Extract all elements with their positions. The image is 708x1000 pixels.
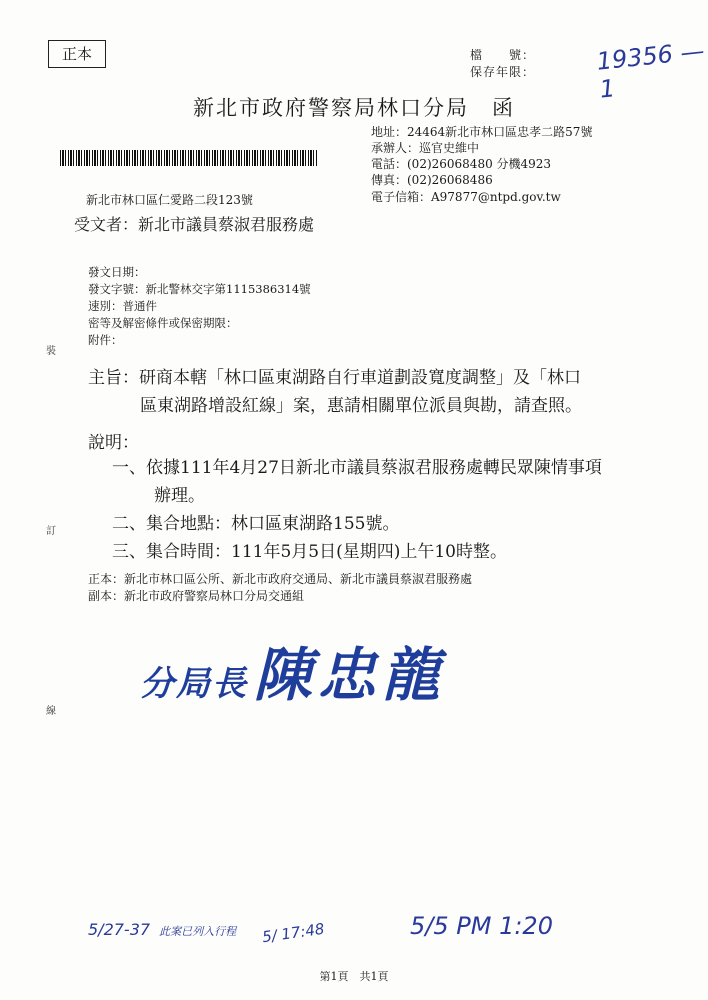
cc-main: 正本：新北市林口區公所、新北市政府交通局、新北市議員蔡淑君服務處 (88, 572, 473, 586)
handwritten-file-number: 19356 —1 (595, 36, 706, 104)
item-1-line-2: 辦理。 (154, 486, 205, 506)
meta-officer: 承辦人：巡官史維中 (371, 141, 480, 155)
retention-label: 保存年限： (470, 65, 536, 79)
description-item-1 (112, 454, 692, 510)
handwritten-note-left-text: 此案已列入行程 (159, 925, 237, 938)
binding-mark-1: 裝 (46, 346, 56, 357)
item-3-line-1: 三、集合時間：111年5月5日(星期四)上午10時整。 (112, 542, 507, 562)
issue-date: 發文日期： (88, 265, 146, 279)
page-number: 第1頁 共1頁 (319, 970, 389, 983)
subject-line-2: 區東湖路增設紅線」案，惠請相關單位派員與勘，請查照。 (140, 396, 582, 416)
signature-stamp (140, 628, 446, 712)
meta-phone: 電話：(02)26068480 分機4923 (371, 157, 552, 171)
handwritten-note-left (88, 920, 236, 939)
recipient: 受文者：新北市議員蔡淑君服務處 (74, 215, 315, 234)
recipient-address: 新北市林口區仁愛路二段123號 (86, 193, 253, 207)
cc-copy: 副本：新北市政府警察局林口分局交通組 (88, 589, 305, 603)
signature-name: 陳忠龍 (253, 641, 446, 709)
signature-title: 分局長 (140, 664, 248, 704)
attachments: 附件： (88, 333, 123, 347)
item-1-line-1: 一、依據111年4月27日新北市議員蔡淑君服務處轉民眾陳情事項 (112, 458, 602, 478)
meta-address: 地址：24464新北市林口區忠孝二路57號 (371, 125, 593, 139)
speed-class: 速別：普通件 (88, 299, 157, 313)
item-2-line-1: 二、集合地點：林口區東湖路155號。 (112, 514, 400, 534)
subject (88, 364, 688, 420)
barcode (60, 150, 317, 166)
meta-email: 電子信箱：A97877@ntpd.gov.tw (371, 190, 561, 204)
file-number-label: 檔 號： (470, 48, 536, 62)
description-label: 說明： (88, 433, 139, 453)
original-copy-stamp: 正本 (48, 40, 106, 68)
handwritten-note-right: 5/5 PM 1:20 (410, 912, 553, 940)
subject-line-1: 主旨：研商本轄「林口區東湖路自行車道劃設寬度調整」及「林口 (88, 368, 581, 388)
meta-fax: 傳真：(02)26068486 (371, 173, 493, 187)
binding-mark-3: 線 (46, 706, 56, 717)
description-item-2 (112, 510, 692, 538)
handwritten-date-left: 5/27-37 (88, 920, 151, 939)
binding-mark-2: 訂 (46, 526, 56, 537)
description-item-3 (112, 538, 692, 566)
secrecy-level: 密等及解密條件或保密期限： (88, 316, 238, 330)
document-number: 發文字號：新北警林交字第1115386314號 (88, 282, 311, 296)
handwritten-note-mid: 5/ 17:48 (261, 919, 326, 947)
document-title: 新北市政府警察局林口分局 函 (193, 96, 515, 120)
